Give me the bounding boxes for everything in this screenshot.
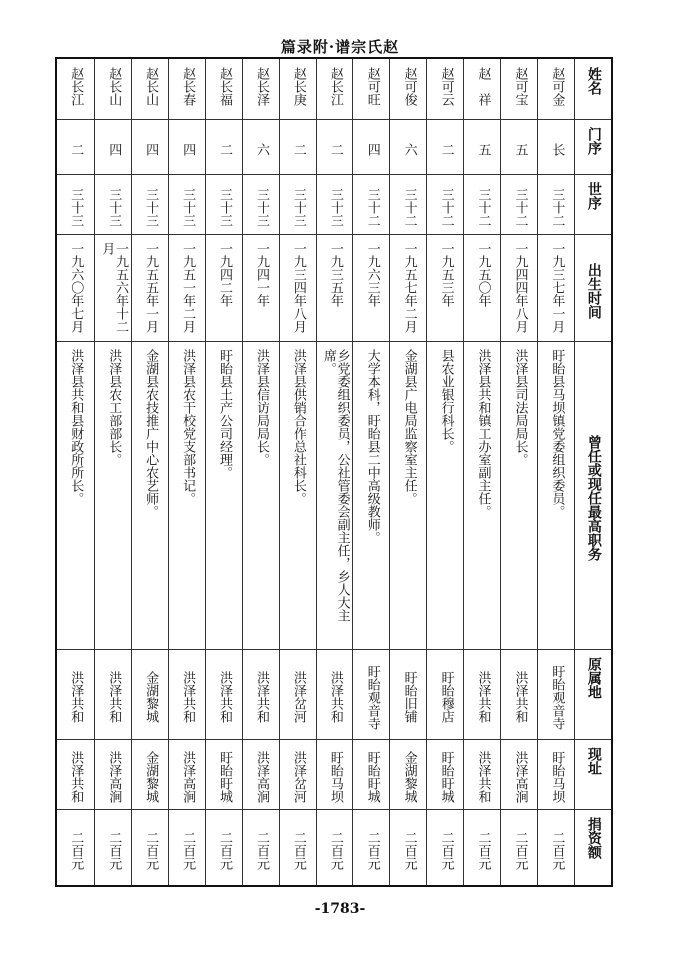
- address-value: 洪泽共和: [68, 751, 84, 803]
- cell-name: [464, 67, 501, 117]
- column-header-label: 姓名: [585, 67, 602, 95]
- cell-shi: [390, 182, 427, 232]
- column-header-label: 原属地: [585, 657, 602, 699]
- origin-value: 洪泽共和: [253, 671, 269, 723]
- cell-men: [57, 127, 94, 172]
- column-header-birth: [575, 242, 612, 339]
- address-value: 盱眙盱城: [438, 751, 454, 803]
- cell-origin: [353, 657, 390, 737]
- birth-value: 一九三五年: [327, 242, 343, 307]
- cell-origin: [317, 657, 354, 737]
- birth-value: 一九三四年八月: [290, 242, 306, 333]
- cell-donation: [243, 817, 280, 883]
- column-header-position: [575, 349, 612, 647]
- cell-address: [317, 747, 354, 807]
- cell-origin: [464, 657, 501, 737]
- row-divider: [57, 174, 611, 175]
- cell-donation: [280, 817, 317, 883]
- cell-donation: [169, 817, 206, 883]
- cell-position: [132, 349, 169, 647]
- shi-value: 三十二: [364, 187, 380, 227]
- men-value: 四: [180, 143, 196, 156]
- address-value: 洪泽岔河: [290, 751, 306, 803]
- person-column: [205, 59, 243, 885]
- name-value: 赵可宝: [512, 67, 528, 106]
- cell-shi: [427, 182, 464, 232]
- cell-shi: [464, 182, 501, 232]
- cell-men: [501, 127, 538, 172]
- cell-address: [353, 747, 390, 807]
- donation-value: 二百元: [475, 830, 491, 870]
- shi-value: 三十二: [475, 187, 491, 227]
- address-value: 金湖黎城: [143, 751, 159, 803]
- donation-value: 二百元: [401, 830, 417, 870]
- person-column: [57, 59, 94, 885]
- cell-address: [57, 747, 94, 807]
- cell-address: [95, 747, 132, 807]
- column-header-label: 捐资额: [585, 817, 602, 859]
- cell-address: [243, 747, 280, 807]
- donation-value: 二百元: [180, 830, 196, 870]
- birth-value: 一九六三年: [364, 242, 380, 307]
- cell-origin: [57, 657, 94, 737]
- header-column: [574, 59, 612, 885]
- origin-value: 盱眙观音寺: [364, 664, 380, 730]
- cell-donation: [501, 817, 538, 883]
- cell-position: [169, 349, 206, 647]
- shi-value: 三十三: [180, 187, 196, 227]
- cell-address: [390, 747, 427, 807]
- address-value: 盱眙马坝: [549, 751, 565, 803]
- birth-value: 一九三七年一月: [549, 242, 565, 333]
- cell-origin: [501, 657, 538, 737]
- position-value: 洪泽县共和县财政所所长。: [68, 349, 84, 505]
- cell-men: [353, 127, 390, 172]
- cell-shi: [57, 182, 94, 232]
- address-value: 洪泽高涧: [106, 751, 122, 803]
- cell-name: [132, 67, 169, 117]
- donation-value: 二百元: [549, 830, 565, 870]
- person-column: [537, 59, 575, 885]
- cell-shi: [206, 182, 243, 232]
- cell-origin: [538, 657, 575, 737]
- cell-name: [95, 67, 132, 117]
- position-value: 盱眙县马坝镇党委组织委员。: [549, 349, 565, 518]
- name-value: 赵可金: [549, 67, 565, 106]
- cell-shi: [243, 182, 280, 232]
- address-value: 洪泽高涧: [253, 751, 269, 803]
- origin-value: 金湖黎城: [143, 671, 159, 723]
- birth-value: 一九五六年十二月: [99, 242, 129, 333]
- cell-position: [95, 349, 132, 647]
- birth-value: 一九五一年二月: [180, 242, 196, 333]
- cell-donation: [353, 817, 390, 883]
- person-column: [131, 59, 169, 885]
- shi-value: 三十三: [290, 187, 306, 227]
- cell-men: [464, 127, 501, 172]
- cell-birth: [243, 242, 280, 339]
- men-value: 六: [401, 143, 417, 156]
- cell-men: [427, 127, 464, 172]
- column-header-donation: [575, 817, 612, 883]
- person-column: [242, 59, 280, 885]
- cell-name: [427, 67, 464, 117]
- cell-shi: [280, 182, 317, 232]
- address-value: 金湖黎城: [401, 751, 417, 803]
- men-value: 二: [217, 143, 232, 156]
- cell-birth: [57, 242, 94, 339]
- cell-birth: [427, 242, 464, 339]
- cell-birth: [317, 242, 354, 339]
- cell-men: [132, 127, 169, 172]
- cell-birth: [132, 242, 169, 339]
- person-column: [500, 59, 538, 885]
- origin-value: 洪泽共和: [217, 671, 232, 723]
- column-header-label: 现址: [585, 747, 602, 775]
- cell-birth: [464, 242, 501, 339]
- name-value: 赵长江: [327, 67, 343, 106]
- cell-name: [243, 67, 280, 117]
- cell-donation: [390, 817, 427, 883]
- cell-position: [317, 349, 354, 647]
- origin-value: 洪泽共和: [106, 671, 122, 723]
- row-divider: [57, 649, 611, 650]
- cell-address: [169, 747, 206, 807]
- cell-birth: [538, 242, 575, 339]
- men-value: 六: [253, 143, 269, 156]
- cell-shi: [317, 182, 354, 232]
- cell-men: [390, 127, 427, 172]
- name-value: 赵可俊: [401, 67, 417, 106]
- cell-origin: [427, 657, 464, 737]
- cell-address: [427, 747, 464, 807]
- cell-shi: [132, 182, 169, 232]
- person-column: [168, 59, 206, 885]
- birth-value: 一九五五年一月: [143, 242, 159, 333]
- cell-address: [132, 747, 169, 807]
- cell-men: [169, 127, 206, 172]
- cell-address: [538, 747, 575, 807]
- donation-value: 二百元: [327, 830, 343, 870]
- cell-name: [280, 67, 317, 117]
- cell-birth: [501, 242, 538, 339]
- cell-position: [243, 349, 280, 647]
- cell-address: [280, 747, 317, 807]
- cell-origin: [243, 657, 280, 737]
- position-value: 洪泽县司法局局长。: [512, 349, 528, 466]
- position-value: 县农业银行科长。: [438, 349, 454, 453]
- position-value: 盱眙县土产公司经理。: [217, 349, 232, 479]
- cell-address: [464, 747, 501, 807]
- donation-value: 二百元: [253, 830, 269, 870]
- name-value: 赵长春: [180, 67, 196, 106]
- birth-value: 一九五七年二月: [401, 242, 417, 333]
- address-value: 盱眙盱城: [217, 751, 232, 803]
- column-header-label: 曾任或现任最高职务: [585, 435, 602, 561]
- men-value: 二: [290, 143, 306, 156]
- page-number: -1783-: [314, 901, 366, 917]
- men-value: 长: [549, 143, 565, 156]
- donation-value: 二百元: [512, 830, 528, 870]
- donation-value: 二百元: [438, 830, 454, 870]
- cell-donation: [206, 817, 243, 883]
- shi-value: 三十三: [217, 187, 232, 227]
- shi-value: 三十三: [327, 187, 343, 227]
- cell-position: [353, 349, 390, 647]
- cell-shi: [169, 182, 206, 232]
- cell-donation: [95, 817, 132, 883]
- person-column: [463, 59, 501, 885]
- name-value: 赵长江: [68, 67, 84, 106]
- cell-name: [57, 67, 94, 117]
- genealogy-table: [55, 57, 613, 887]
- cell-birth: [353, 242, 390, 339]
- cell-shi: [353, 182, 390, 232]
- cell-position: [206, 349, 243, 647]
- men-value: 四: [143, 143, 159, 156]
- shi-value: 三十二: [438, 187, 454, 227]
- cell-donation: [427, 817, 464, 883]
- position-value: 洪泽县农干校党支部书记。: [180, 349, 196, 505]
- cell-name: [390, 67, 427, 117]
- cell-origin: [132, 657, 169, 737]
- column-header-men: [575, 127, 612, 172]
- cell-address: [206, 747, 243, 807]
- position-value: 洪泽县农工部部长。: [106, 349, 122, 466]
- cell-birth: [169, 242, 206, 339]
- origin-value: 盱眙观音寺: [549, 664, 565, 730]
- men-value: 四: [364, 143, 380, 156]
- men-value: 二: [438, 143, 454, 156]
- name-value: 赵长福: [217, 67, 232, 106]
- cell-birth: [95, 242, 132, 339]
- position-value: 金湖县农技推广中心农艺师。: [143, 349, 159, 518]
- name-value: 赵长山: [106, 67, 122, 106]
- cell-position: [390, 349, 427, 647]
- name-value: 赵可云: [438, 67, 454, 106]
- men-value: 二: [327, 143, 343, 156]
- shi-value: 三十二: [401, 187, 417, 227]
- name-value: 赵长庚: [290, 67, 306, 106]
- person-column: [316, 59, 354, 885]
- cell-donation: [538, 817, 575, 883]
- address-value: 洪泽高涧: [180, 751, 196, 803]
- cell-origin: [390, 657, 427, 737]
- shi-value: 三十三: [253, 187, 269, 227]
- person-column: [389, 59, 427, 885]
- cell-birth: [280, 242, 317, 339]
- origin-value: 洪泽共和: [327, 671, 343, 723]
- cell-men: [280, 127, 317, 172]
- position-value: 金湖县广电局监察室主任。: [401, 349, 417, 505]
- cell-men: [95, 127, 132, 172]
- row-divider: [57, 341, 611, 342]
- cell-address: [501, 747, 538, 807]
- shi-value: 三十二: [549, 187, 565, 227]
- column-header-shi: [575, 182, 612, 232]
- shi-value: 三十三: [143, 187, 159, 227]
- address-value: 盱眙马坝: [327, 751, 343, 803]
- position-value: 洪泽县共和镇工办室副主任。: [475, 349, 491, 518]
- cell-birth: [206, 242, 243, 339]
- name-value: 赵长泽: [253, 67, 269, 106]
- cell-donation: [464, 817, 501, 883]
- column-header-label: 世序: [585, 182, 602, 210]
- row-divider: [57, 234, 611, 235]
- cell-donation: [317, 817, 354, 883]
- cell-name: [353, 67, 390, 117]
- cell-origin: [206, 657, 243, 737]
- person-column: [426, 59, 464, 885]
- person-column: [94, 59, 132, 885]
- position-value: 洪泽县信访局局长。: [253, 349, 269, 466]
- page-header: [0, 36, 680, 57]
- birth-value: 一九四二年: [217, 242, 232, 307]
- row-divider: [57, 119, 611, 120]
- origin-value: 盱眙穆店: [438, 671, 454, 723]
- shi-value: 三十三: [68, 187, 84, 227]
- address-value: 洪泽共和: [475, 751, 491, 803]
- shi-value: 三十三: [106, 187, 122, 227]
- table-body: [57, 59, 611, 885]
- men-value: 五: [512, 143, 528, 156]
- position-value: 洪泽县供销合作总社科长。: [290, 349, 306, 505]
- cell-men: [538, 127, 575, 172]
- cell-position: [501, 349, 538, 647]
- row-divider: [57, 739, 611, 740]
- cell-name: [169, 67, 206, 117]
- cell-position: [464, 349, 501, 647]
- cell-name: [206, 67, 243, 117]
- men-value: 二: [68, 143, 84, 156]
- column-header-label: 门序: [585, 127, 602, 155]
- origin-value: 盱眙旧铺: [401, 671, 417, 723]
- birth-value: 一九六〇年七月: [68, 242, 84, 333]
- name-value: 赵长山: [143, 67, 159, 106]
- cell-origin: [95, 657, 132, 737]
- birth-value: 一九五〇年: [475, 242, 491, 307]
- column-header-name: [575, 67, 612, 117]
- origin-value: 洪泽共和: [475, 671, 491, 723]
- origin-value: 洪泽共和: [68, 671, 84, 723]
- page-header-title: 篇录附·谱宗氏赵: [280, 38, 400, 56]
- donation-value: 二百元: [68, 830, 84, 870]
- cell-shi: [501, 182, 538, 232]
- cell-men: [317, 127, 354, 172]
- address-value: 盱眙盱城: [364, 751, 380, 803]
- cell-name: [501, 67, 538, 117]
- men-value: 五: [475, 143, 491, 156]
- cell-donation: [57, 817, 94, 883]
- column-header-label: 出生时间: [585, 262, 602, 319]
- cell-shi: [538, 182, 575, 232]
- cell-birth: [390, 242, 427, 339]
- row-divider: [57, 809, 611, 810]
- origin-value: 洪泽岔河: [290, 671, 306, 723]
- position-value: 大学本科，盱眙县二中高级教师。: [364, 349, 380, 544]
- column-header-address: [575, 747, 612, 807]
- address-value: 洪泽高涧: [512, 751, 528, 803]
- cell-men: [243, 127, 280, 172]
- birth-value: 一九四一年: [253, 242, 269, 307]
- donation-value: 二百元: [290, 830, 306, 870]
- cell-position: [427, 349, 464, 647]
- origin-value: 洪泽共和: [180, 671, 196, 723]
- cell-name: [538, 67, 575, 117]
- cell-position: [57, 349, 94, 647]
- donation-value: 二百元: [106, 830, 122, 870]
- person-column: [279, 59, 317, 885]
- name-value: 赵可旺: [364, 67, 380, 106]
- men-value: 四: [106, 143, 122, 156]
- cell-position: [280, 349, 317, 647]
- cell-position: [538, 349, 575, 647]
- birth-value: 一九四四年八月: [512, 242, 528, 333]
- position-value: 乡党委组织委员，公社管委会副主任，乡人大主席。: [320, 349, 350, 622]
- cell-origin: [169, 657, 206, 737]
- name-value: 赵 祥: [475, 67, 491, 106]
- cell-donation: [132, 817, 169, 883]
- donation-value: 二百元: [364, 830, 380, 870]
- cell-origin: [280, 657, 317, 737]
- origin-value: 洪泽共和: [512, 671, 528, 723]
- donation-value: 二百元: [217, 830, 232, 870]
- cell-shi: [95, 182, 132, 232]
- donation-value: 二百元: [143, 830, 159, 870]
- cell-name: [317, 67, 354, 117]
- cell-men: [206, 127, 243, 172]
- shi-value: 三十二: [512, 187, 528, 227]
- person-column: [352, 59, 390, 885]
- birth-value: 一九五三年: [438, 242, 454, 307]
- column-header-origin: [575, 657, 612, 737]
